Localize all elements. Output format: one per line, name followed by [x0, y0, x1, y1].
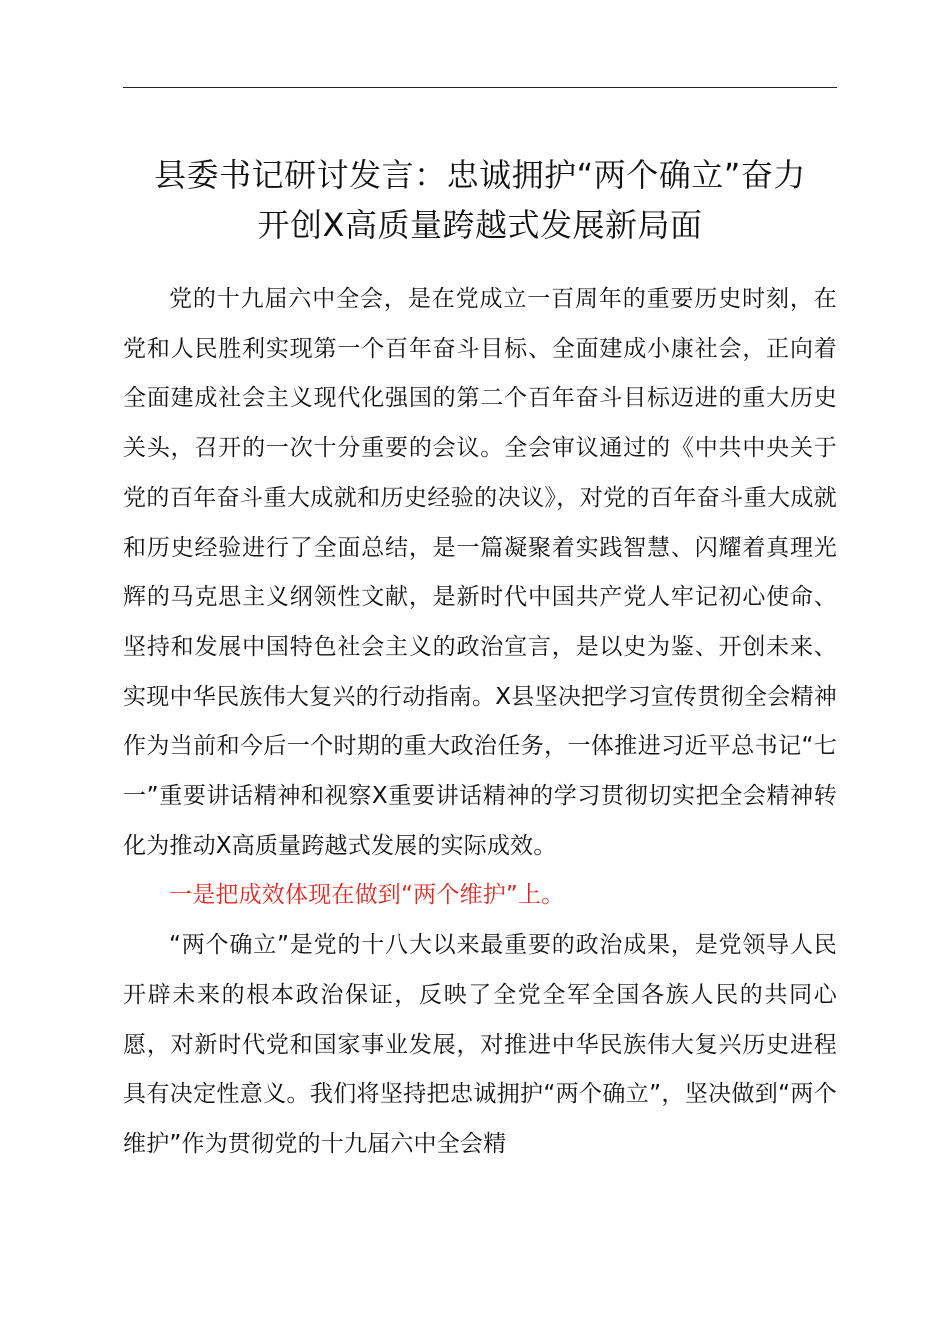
header-rule — [123, 87, 837, 88]
paragraph-intro: 党的十九届六中全会，是在党成立一百周年的重要历史时刻，在党和人民胜利实现第一个百年奋斗目标、全面建成小康社会，正向着全面建成社会主义现代化强国的第二个百年奋斗目标迈进的重大历史关头，召开的一次十分重要的会议。全会审议通过的《中共中央关于党的百年奋斗重大成就和历史经验的决议》，对党的百年奋斗重大成就和历史经验进行了全面总结，是一篇凝聚着实践智慧、闪耀着真理光辉的马克思主义纲领性文献，是新时代中国共产党人牢记初心使命、坚持和发展中国特色社会主义的政治宣言，是以史为鉴、开创未来、实现中华民族伟大复兴的行动指南。X县坚决把学习宣传贯彻全会精神作为当前和今后一个时期的重大政治任务，一体推进习近平总书记“七一”重要讲话精神和视察X重要讲话精神的学习贯彻切实把全会精神转化为推动X高质量跨越式发展的实际成效。 — [123, 286, 837, 859]
title-line-2: 开创X高质量跨越式发展新局面 — [257, 206, 703, 244]
paragraph-section-1: “两个确立”是党的十八大以来最重要的政治成果，是党领导人民开辟未来的根本政治保证，反映了全党全军全国各族人民的共同心愿，对新时代党和国家事业发展，对推进中华民族伟大复兴历史进程具有决定性意义。我们将坚持把忠诚拥护“两个确立”，坚决做到“两个维护”作为贯彻党的十九届六中全会精 — [123, 932, 837, 1157]
section-heading-1: 一是把成效体现在做到“两个维护”上。 — [169, 882, 565, 909]
document-body — [123, 275, 837, 1170]
document-title — [110, 150, 850, 250]
title-line-1: 县委书记研讨发言：忠诚拥护“两个确立”奋力 — [154, 156, 806, 194]
